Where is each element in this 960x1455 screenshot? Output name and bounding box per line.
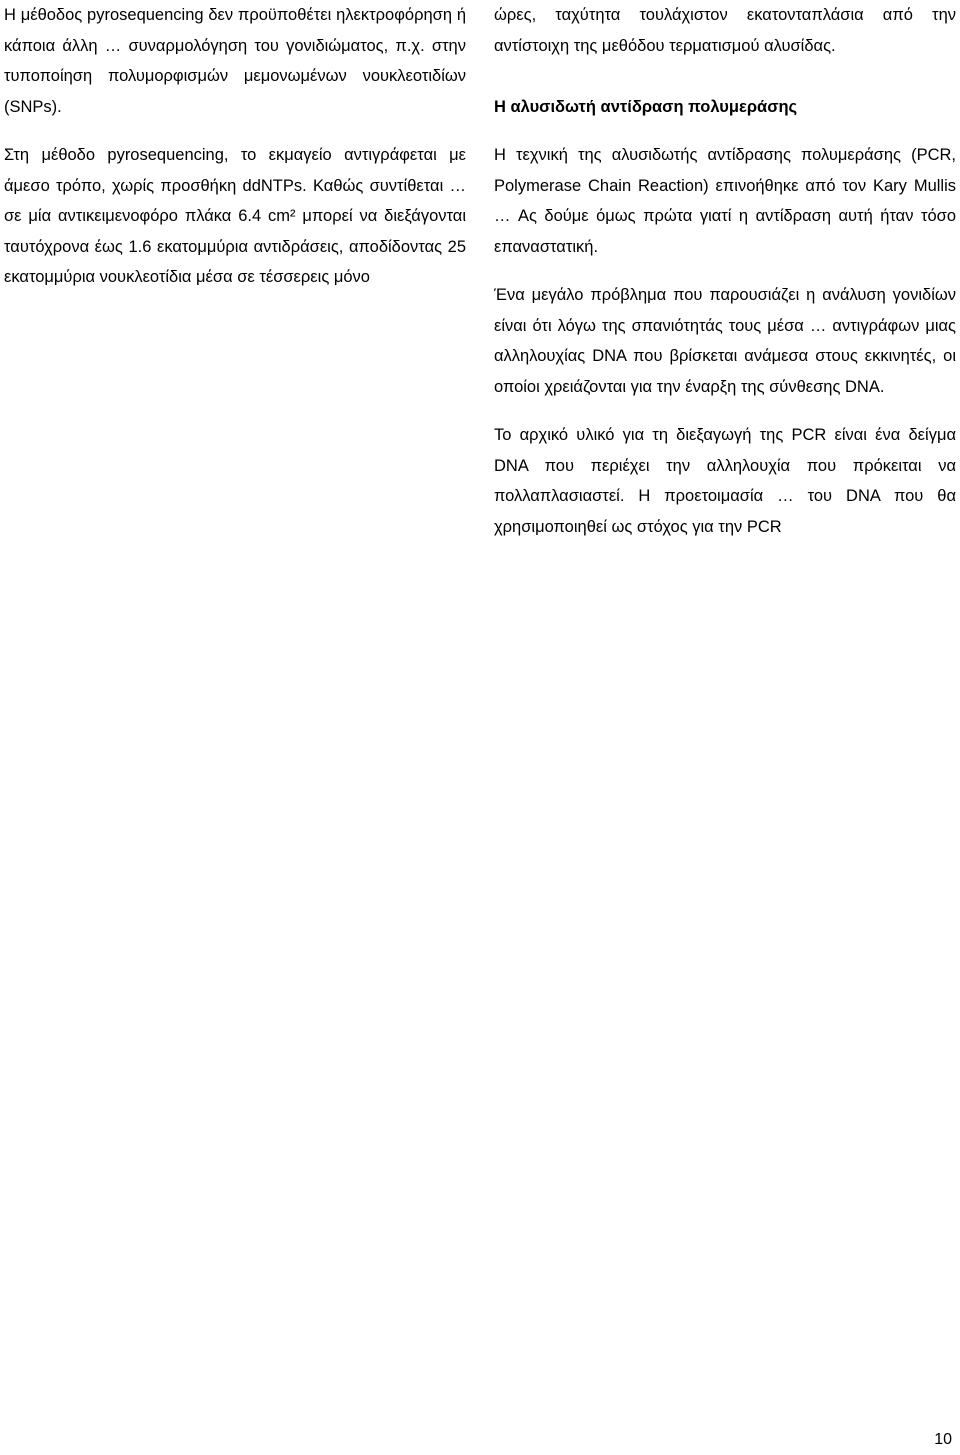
left-column [4, 0, 466, 293]
paragraph-pcr-history: Η τεχνική της αλυσιδωτής αντίδρασης πολυμεράσης (PCR, Polymerase Chain Reaction) επινοήθηκε από τον Kary Mullis … Ας δούμε όμως πρώτα γιατί η αντίδραση αυτή ήταν τόσο επαναστατική. [494, 146, 956, 256]
right-column [494, 0, 956, 542]
paragraph-pyrosequencing-intro: Η μέθοδος pyrosequencing δεν προϋποθέτει ηλεκτροφόρηση ή κάποια άλλη … συναρμολόγηση του γονιδιώματος, π.χ. στην τυποποίηση πολυμορφισμών μεμονωμένων νουκλεοτιδίων (SNPs). [4, 6, 466, 116]
page-number: 10 [934, 1431, 952, 1448]
paragraph-spacer [494, 402, 956, 420]
paragraph-spacer [494, 61, 956, 92]
paragraph-spacer [494, 122, 956, 140]
paragraph-pcr-starting-material: Το αρχικό υλικό για τη διεξαγωγή της PCR είναι ένα δείγμα DNA που περιέχει την αλληλουχία που πρόκειται να πολλαπλασιαστεί. Η προετοιμασία … του DNA που θα χρησιμοποιηθεί ως στόχος για την PCR [494, 426, 956, 536]
paragraph-gene-analysis-problem: Ένα μεγάλο πρόβλημα που παρουσιάζει η ανάλυση γονιδίων είναι ότι λόγω της σπανιότητάς τους μέσα … αντιγράφων μιας αλληλουχίας DNA που βρίσκεται ανάμεσα στους εκκινητές, οι οποίοι χρειάζονται για την έναρξη της σύνθεσης DNA. [494, 286, 956, 396]
paragraph-pyrosequencing-method: Στη μέθοδο pyrosequencing, το εκμαγείο αντιγράφεται με άμεσο τρόπο, χωρίς προσθήκη ddNTPs. Καθώς συντίθεται … σε μία αντικειμενοφόρο πλάκα 6.4 cm² μπορεί να διεξάγονται ταυτόχρονα έως 1.6 εκατομμύρια αντιδράσεις, αποδίδοντας 25 εκατομμύρια νουκλεοτίδια μέσα σε τέσσερεις μόνο [4, 146, 466, 286]
paragraph-continuation: ώρες, ταχύτητα τουλάχιστον εκατονταπλάσια από την αντίστοιχη της μεθόδου τερματισμού αλυσίδας. [494, 6, 956, 55]
section-heading-pcr: Η αλυσιδωτή αντίδραση πολυμεράσης [494, 97, 798, 116]
paragraph-spacer [494, 262, 956, 280]
paragraph-spacer [4, 122, 466, 140]
